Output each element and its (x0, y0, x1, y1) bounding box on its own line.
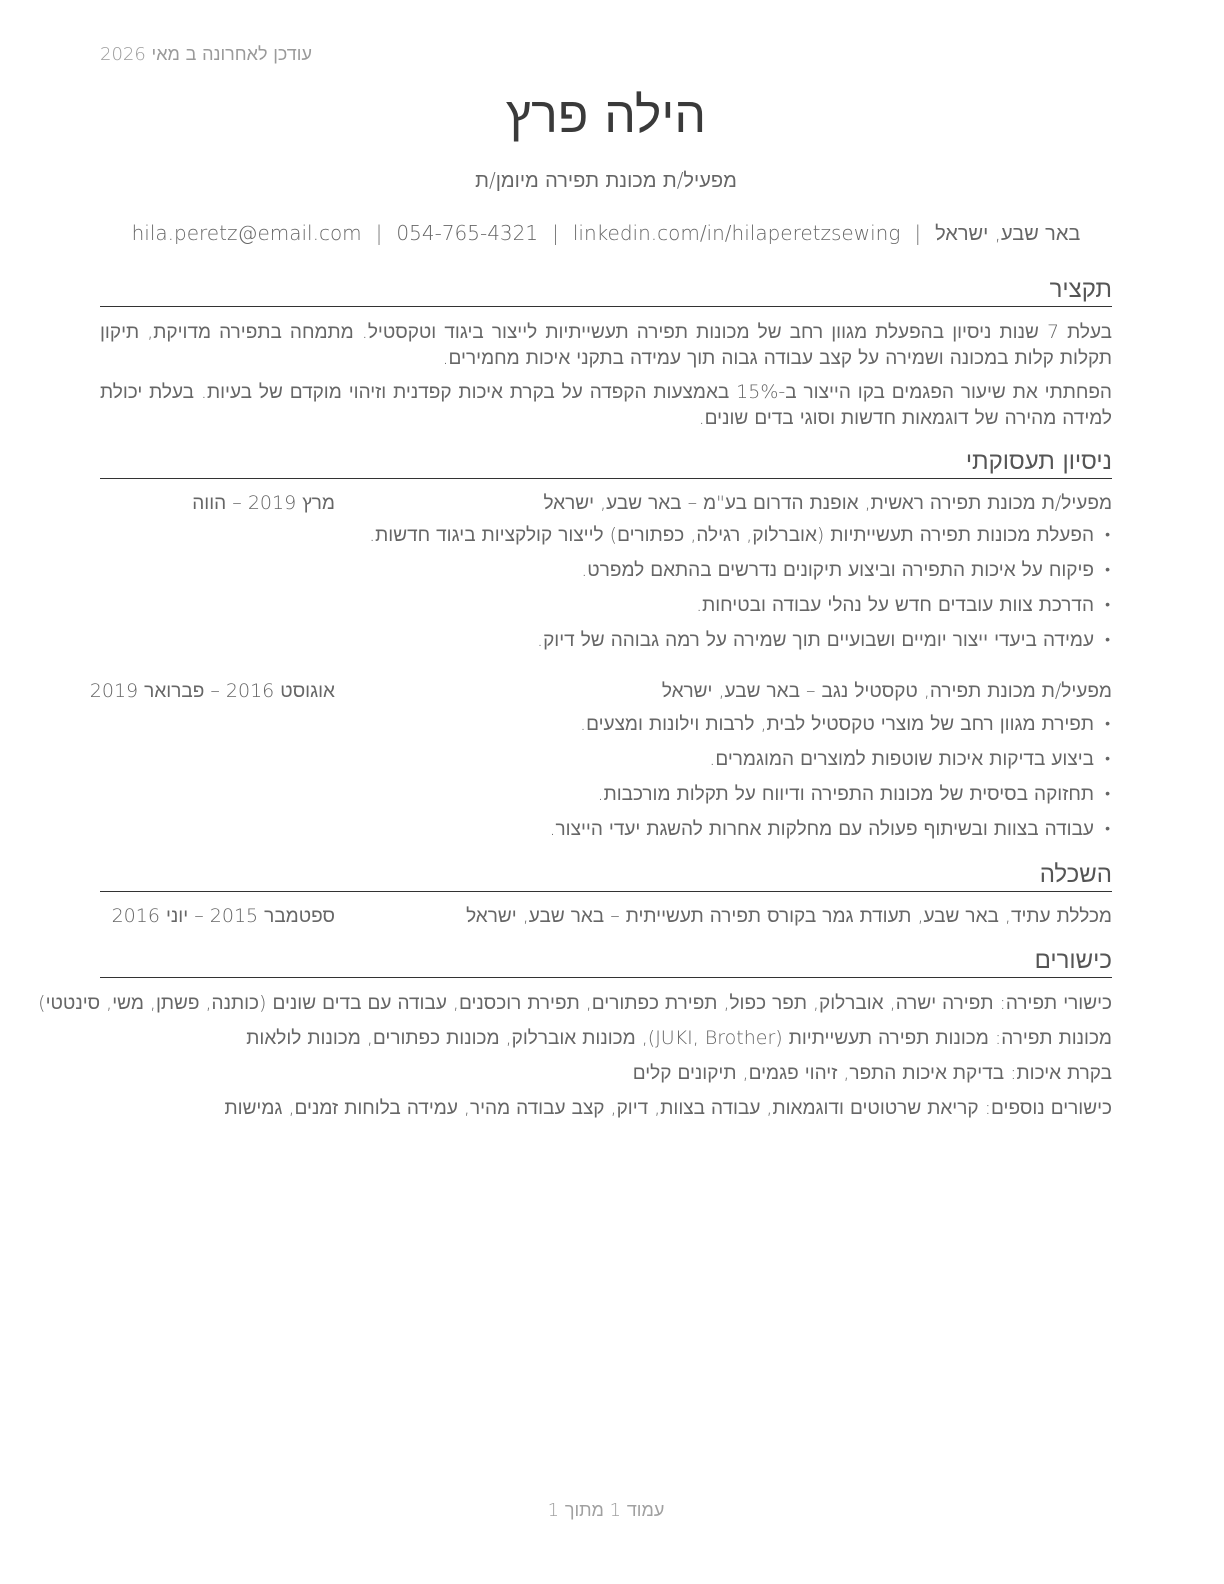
job-bullet: • הדרכת צוות עובדים חדש על נהלי עבודה ובטיחות. (100, 592, 1112, 627)
job-bullet: • תחזוקה בסיסית של מכונות התפירה ודיווח על תקלות מורכבות. (100, 781, 1112, 816)
summary-paragraph-2: הפחתתי את שיעור הפגמים בקו הייצור ב-15% באמצעות הקפדה על בקרת איכות קפדנית וזיהוי מוקדם של בעיות. בעלת יכולת למידה מהירה של דוגמאות חדשות וסוגי בדים שונים. (100, 381, 1112, 429)
summary-paragraph-1: בעלת 7 שנות ניסיון בהפעלת מגוון רחב של מכונות תפירה תעשייתיות לייצור ביגוד וטקסטיל. מתמחה בתפירה מדויקת, תיקון תקלות קלות במכונה ושמירה על קצב עבודה גבוה תוך עמידה בתקני איכות מחמירים. (100, 321, 1112, 369)
education-heading: השכלה (100, 859, 1112, 892)
page-number-footer: עמוד 1 מתוך 1 (547, 1500, 665, 1521)
contact-location: באר שבע, ישראל (935, 221, 1081, 245)
job-bullet: • הפעלת מכונות תפירה תעשייתיות (אוברלוק, רגילה, כפתורים) לייצור קולקציות ביגוד חדשות. (100, 522, 1112, 557)
job-2-bullets (100, 711, 1112, 851)
job-entry-2 (89, 680, 1112, 706)
contact-separator: | (375, 221, 383, 245)
education-dates: ספטמבר 2015 – יוני 2016 (111, 905, 335, 927)
summary-heading: תקציר (100, 274, 1112, 307)
contact-linkedin[interactable]: linkedin.com/in/hilaperetzsewing (572, 221, 901, 245)
contact-separator: | (914, 221, 922, 245)
job-1-bullets (100, 522, 1112, 662)
skill-item: בקרת איכות: בדיקת איכות התפר, זיהוי פגמים, תיקונים קלים (632, 1062, 1112, 1084)
contact-email[interactable]: hila.peretz@email.com (131, 221, 362, 245)
job-role: מפעיל/ת מכונת תפירה, טקסטיל נגב – באר שבע, ישראל (661, 680, 1112, 702)
job-bullet: • תפירת מגוון רחב של מוצרי טקסטיל לבית, לרבות וילונות ומצעים. (100, 711, 1112, 746)
skill-item: כישורי תפירה: תפירה ישרה, אוברלוק, תפר כפול, תפירת כפתורים, תפירת רוכסנים, עבודה עם בדים שונים (כותנה, פשתן, משי, סינטטי) (38, 992, 1112, 1014)
contact-line (100, 221, 1112, 246)
contact-separator: | (552, 221, 559, 245)
skills-list (38, 990, 1112, 1130)
job-bullet: • עבודה בצוות ובשיתוף פעולה עם מחלקות אחרות להשגת יעדי הייצור. (100, 816, 1112, 851)
skill-item: מכונות תפירה: מכונות תפירה תעשייתיות (JUKI, Brother), מכונות אוברלוק, מכונות כפתורים, מכונות לולאות (246, 1027, 1112, 1049)
job-dates: מרץ 2019 – הווה (192, 492, 335, 514)
job-bullet: • פיקוח על איכות התפירה וביצוע תיקונים נדרשים בהתאם למפרט. (100, 557, 1112, 592)
skills-heading: כישורים (100, 945, 1112, 978)
candidate-name: הילה פרץ (505, 86, 707, 144)
education-text: מכללת עתיד, באר שבע, תעודת גמר בקורס תפירה תעשייתית – באר שבע, ישראל (466, 905, 1112, 927)
contact-phone[interactable]: 054-765-4321 (396, 221, 539, 245)
job-entry-1 (100, 492, 1112, 518)
candidate-title: מפעיל/ת מכונת תפירה מיומן/ת (475, 168, 737, 192)
skill-item: כישורים נוספים: קריאת שרטוטים ודוגמאות, עבודה בצוות, דיוק, קצב עבודה מהיר, עמידה בלוחות זמנים, גמישות (224, 1097, 1112, 1119)
experience-heading: ניסיון תעסוקתי (100, 446, 1112, 479)
job-bullet: • עמידה ביעדי ייצור יומיים ושבועיים תוך שמירה על רמה גבוהה של דיוק. (100, 627, 1112, 662)
job-bullet: • ביצוע בדיקות איכות שוטפות למוצרים המוגמרים. (100, 746, 1112, 781)
job-dates: אוגוסט 2016 – פברואר 2019 (89, 680, 335, 702)
last-updated-note: עודכן לאחרונה ב מאי 2026 (100, 44, 312, 65)
job-role: מפעיל/ת מכונת תפירה ראשית, אופנת הדרום בע"מ – באר שבע, ישראל (543, 492, 1112, 514)
resume-page (38, 0, 1112, 1584)
education-entry (100, 905, 1112, 931)
